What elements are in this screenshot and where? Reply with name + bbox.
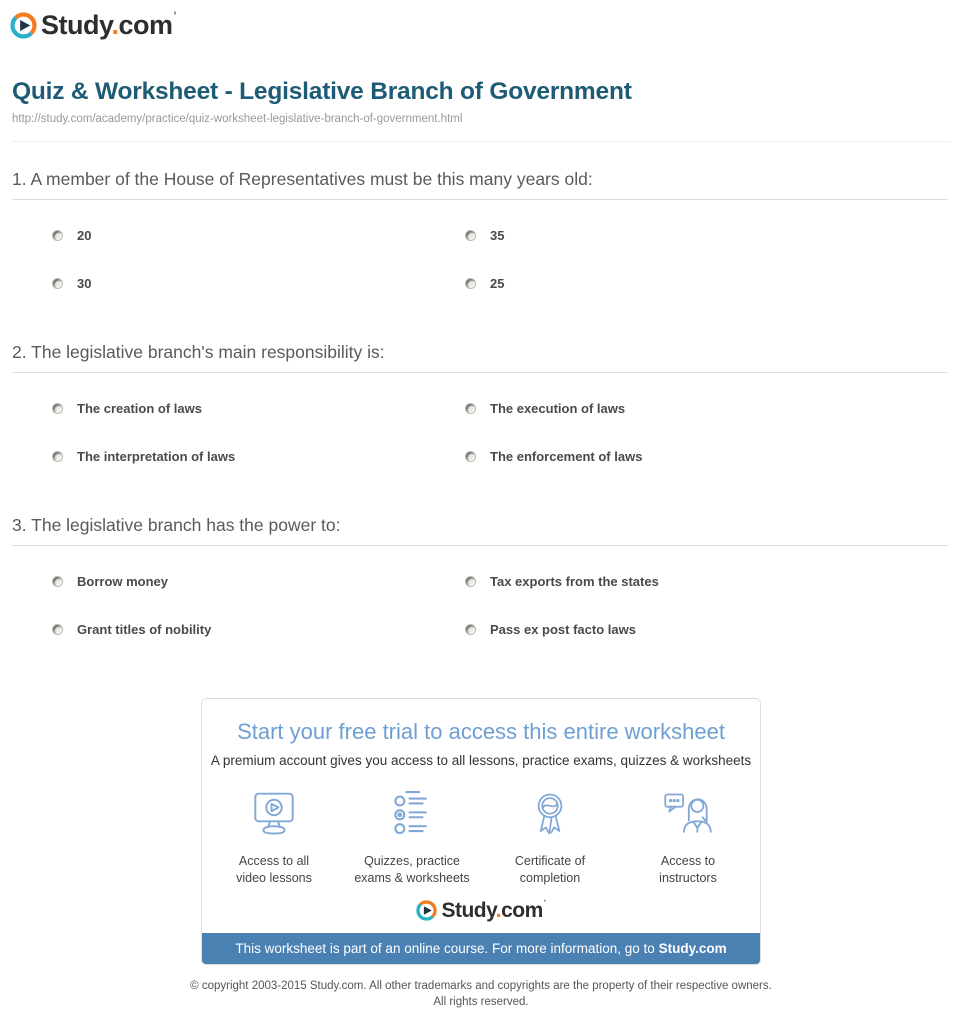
radio-button[interactable] — [465, 230, 476, 241]
studycom-logo[interactable] — [10, 10, 176, 41]
feature-label: Quizzes, practice exams & worksheets — [354, 854, 470, 885]
studycom-link[interactable]: Study.com — [658, 940, 727, 956]
page-title: Quiz & Worksheet - Legislative Branch of Government — [12, 78, 632, 105]
feature-video-lessons — [208, 788, 340, 887]
course-info-banner — [202, 933, 760, 964]
feature-label: Access to all video lessons — [236, 854, 312, 885]
answer-option[interactable] — [465, 449, 948, 463]
radio-button[interactable] — [52, 624, 63, 635]
studycom-logo — [202, 899, 760, 923]
option-label[interactable]: The execution of laws — [490, 400, 626, 416]
option-label[interactable]: Borrow money — [77, 573, 169, 589]
header-divider — [12, 141, 950, 142]
answer-option[interactable] — [52, 449, 465, 463]
feature-instructors — [622, 788, 754, 887]
copyright-line1: © copyright 2003-2015 Study.com. All other trademarks and copyrights are the property of their respective owners. — [190, 979, 772, 992]
radio-button[interactable] — [52, 403, 63, 414]
option-label[interactable]: 35 — [490, 227, 505, 243]
copyright-line2: All rights reserved. — [433, 996, 529, 1009]
header — [12, 78, 948, 125]
option-label[interactable]: 30 — [77, 275, 92, 291]
question-text: 3. The legislative branch has the power to: — [12, 515, 948, 546]
option-label[interactable]: The enforcement of laws — [490, 448, 643, 464]
answer-option[interactable] — [465, 401, 948, 415]
option-label[interactable]: Tax exports from the states — [490, 573, 659, 589]
answer-option[interactable] — [465, 228, 948, 242]
question-3 — [12, 515, 948, 642]
option-label[interactable]: 25 — [490, 275, 505, 291]
feature-certificate — [484, 788, 616, 887]
question-options — [12, 200, 948, 296]
radio-button[interactable] — [52, 576, 63, 587]
answer-option[interactable] — [52, 276, 465, 290]
video-lessons-icon — [208, 788, 340, 845]
option-label[interactable]: Grant titles of nobility — [77, 621, 212, 637]
answer-option[interactable] — [465, 276, 948, 290]
question-text: 1. A member of the House of Representatives must be this many years old: — [12, 169, 948, 200]
answer-option[interactable] — [52, 622, 465, 636]
option-label[interactable]: 20 — [77, 227, 92, 243]
question-2 — [12, 342, 948, 469]
quiz-questions — [12, 169, 948, 642]
instructors-icon — [622, 788, 754, 845]
page-url: http://study.com/academy/practice/quiz-worksheet-legislative-branch-of-government.html — [12, 113, 463, 125]
radio-button[interactable] — [465, 624, 476, 635]
answer-option[interactable] — [52, 228, 465, 242]
radio-button[interactable] — [465, 451, 476, 462]
option-label[interactable]: The creation of laws — [77, 400, 202, 416]
question-options — [12, 373, 948, 469]
studycom-logo-icon — [10, 12, 37, 39]
radio-button[interactable] — [52, 278, 63, 289]
quizzes-worksheets-icon — [346, 788, 478, 845]
studycom-logo-text: Study.com' — [41, 9, 176, 40]
option-label[interactable]: Pass ex post facto laws — [490, 621, 636, 637]
feature-label: Access to instructors — [659, 854, 717, 885]
option-label[interactable]: The interpretation of laws — [77, 448, 236, 464]
radio-button[interactable] — [465, 278, 476, 289]
question-text: 2. The legislative branch's main responsibility is: — [12, 342, 948, 373]
cta-heading: Start your free trial to access this entire worksheet — [237, 719, 725, 744]
answer-option[interactable] — [52, 574, 465, 588]
free-trial-cta-box — [201, 698, 761, 965]
answer-option[interactable] — [52, 401, 465, 415]
radio-button[interactable] — [52, 230, 63, 241]
answer-option[interactable] — [465, 622, 948, 636]
feature-list — [202, 788, 760, 887]
answer-option[interactable] — [465, 574, 948, 588]
copyright-footer — [0, 978, 962, 1011]
studycom-logo-text: Study.com' — [441, 897, 546, 922]
cta-subheading: A premium account gives you access to all lessons, practice exams, quizzes & worksheets — [210, 753, 752, 768]
question-1 — [12, 169, 948, 296]
feature-quizzes — [346, 788, 478, 887]
certificate-icon — [484, 788, 616, 845]
studycom-logo-icon — [416, 900, 437, 921]
feature-label: Certificate of completion — [514, 854, 586, 885]
question-options — [12, 546, 948, 642]
radio-button[interactable] — [465, 576, 476, 587]
banner-text: This worksheet is part of an online course. For more information, go to — [235, 940, 655, 956]
radio-button[interactable] — [52, 451, 63, 462]
radio-button[interactable] — [465, 403, 476, 414]
